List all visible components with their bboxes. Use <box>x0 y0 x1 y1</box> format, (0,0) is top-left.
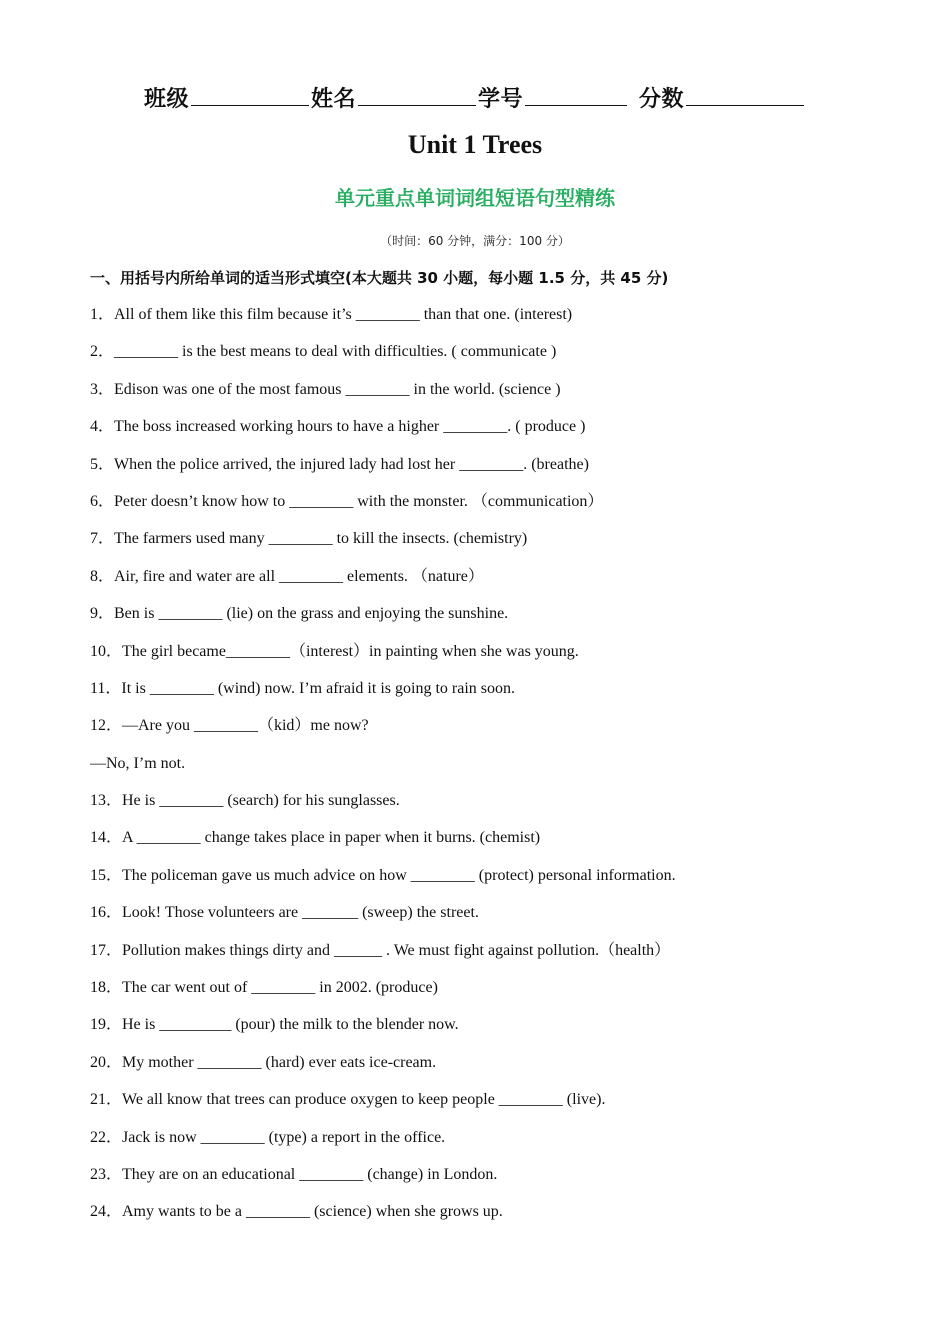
question-item: 17．Pollution makes things dirty and ______ . We must fight against pollution.（health） <box>90 941 671 959</box>
section-heading: 一、用括号内所给单词的适当形式填空(本大题共 30 小题，每小题 1.5 分，共 45 分) <box>90 269 669 287</box>
name-label: 姓名 <box>310 87 356 112</box>
class-blank[interactable] <box>191 85 309 106</box>
id-label: 学号 <box>478 87 524 112</box>
answer-line: —No, I’m not. <box>90 754 186 772</box>
question-item: 24．Amy wants to be a ________ (science) when she grows up. <box>90 1203 503 1221</box>
student-info-line <box>0 82 950 113</box>
question-item: 20．My mother ________ (hard) ever eats ice-cream. <box>90 1053 437 1071</box>
question-item: 21．We all know that trees can produce oxygen to keep people ________ (live). <box>90 1091 606 1109</box>
question-item: 4．The boss increased working hours to have a higher ________. ( produce ) <box>90 418 586 436</box>
question-item: 5．When the police arrived, the injured lady had lost her ________. (breathe) <box>90 455 589 473</box>
class-label: 班级 <box>143 87 189 112</box>
question-item: 13．He is ________ (search) for his sunglasses. <box>90 792 400 810</box>
question-item: 6．Peter doesn’t know how to ________ with the monster. （communication） <box>90 492 604 510</box>
question-item: 14．A ________ change takes place in paper when it burns. (chemist) <box>90 829 541 847</box>
question-item: 7．The farmers used many ________ to kill the insects. (chemistry) <box>90 530 528 548</box>
question-item: 1．All of them like this film because it’s ________ than that one. (interest) <box>90 306 573 323</box>
time-and-score-note: （时间：60 分钟，满分：100 分） <box>380 234 570 248</box>
score-blank[interactable] <box>686 85 804 106</box>
unit-subtitle: 单元重点单词词组短语句型精练 <box>335 186 615 210</box>
question-item: 3．Edison was one of the most famous ________ in the world. (science ) <box>90 380 561 398</box>
question-item: 16．Look! Those volunteers are _______ (sweep) the street. <box>90 904 479 922</box>
name-blank[interactable] <box>358 85 476 106</box>
id-blank[interactable] <box>525 85 627 106</box>
question-item: 18．The car went out of ________ in 2002. (produce) <box>90 979 438 997</box>
question-item: 12．—Are you ________（kid）me now? <box>90 717 369 735</box>
question-item: 9．Ben is ________ (lie) on the grass and enjoying the sunshine. <box>90 605 509 623</box>
question-item: 2．________ is the best means to deal with difficulties. ( communicate ) <box>90 343 557 361</box>
question-item: 22．Jack is now ________ (type) a report in the office. <box>90 1128 446 1146</box>
question-list <box>90 303 890 1238</box>
question-item: 8．Air, fire and water are all ________ elements. （nature） <box>90 567 484 585</box>
score-label: 分数 <box>639 87 685 112</box>
question-item: 23．They are on an educational ________ (change) in London. <box>90 1165 498 1183</box>
unit-title: Unit 1 Trees <box>407 130 543 159</box>
question-item: 19．He is _________ (pour) the milk to the blender now. <box>90 1016 459 1034</box>
question-item: 11．It is ________ (wind) now. I’m afraid it is going to rain soon. <box>90 679 515 697</box>
question-item: 10．The girl became________（interest）in painting when she was young. <box>90 642 579 660</box>
question-item: 15．The policeman gave us much advice on how ________ (protect) personal information. <box>90 866 676 884</box>
